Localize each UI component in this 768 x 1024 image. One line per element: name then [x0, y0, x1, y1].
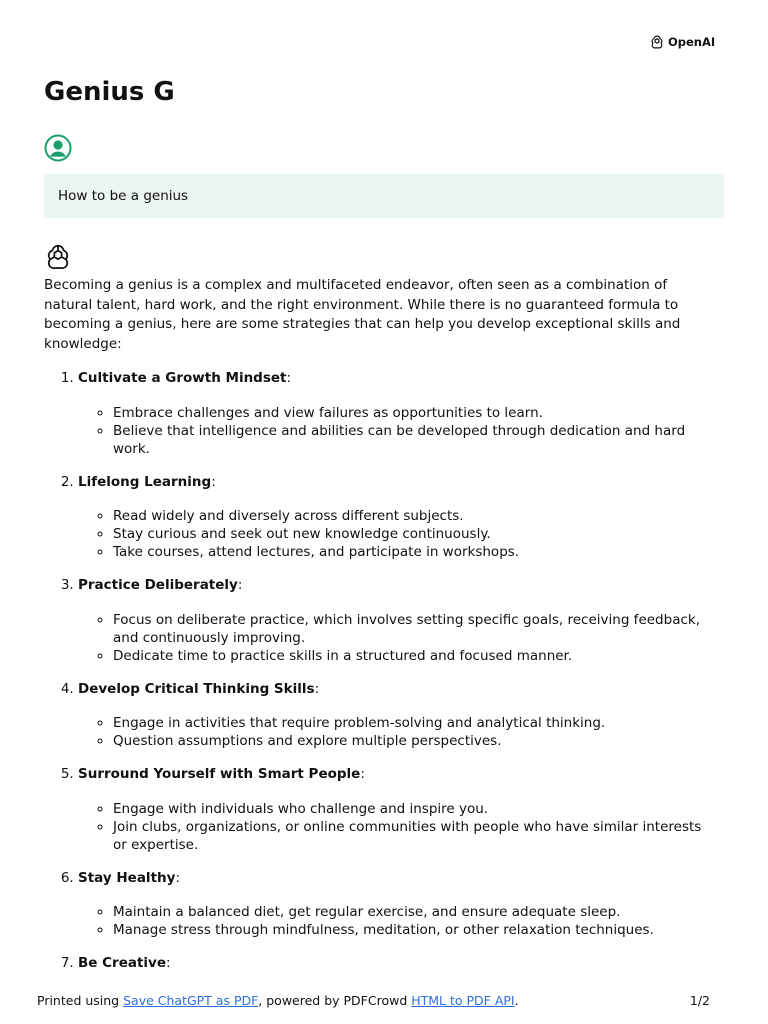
- strategy-points: [78, 507, 712, 561]
- strategy-points: [78, 800, 712, 854]
- strategy-heading: Practice Deliberately: [78, 577, 238, 593]
- strategy-list: [44, 369, 712, 974]
- strategy-item: 7. Be Creative:: [78, 954, 712, 974]
- answer-intro: Becoming a genius is a complex and multifaceted endeavor, often seen as a combination of natural talent, hard work, and the right environment. While there is no guaranteed formula to becoming a genius, here are some strategies that can help you develop exceptional skills and knowledge:: [44, 277, 681, 352]
- list-item: ◦ Join clubs, organizations, or online communities with people who have similar interests or expertise.: [113, 818, 712, 854]
- strategy-item: 1. Cultivate a Growth Mindset: ◦ Embrace challenges and view failures as opportunities to learn. ◦ Believe that intelligence and abilities can be developed through dedication and hard work.: [78, 369, 712, 458]
- strategy-points: [78, 903, 712, 939]
- html-to-pdf-api-link[interactable]: HTML to PDF API: [411, 993, 515, 1008]
- list-item: ◦ Embrace challenges and view failures as opportunities to learn.: [113, 404, 712, 422]
- list-item: ◦ Engage with individuals who challenge and inspire you.: [113, 800, 712, 818]
- strategy-heading: Be Creative: [78, 955, 167, 971]
- strategy-item: 2. Lifelong Learning: ◦ Read widely and diversely across different subjects. ◦ Stay curious and seek out new knowledge continuously. ◦ Take courses, attend lectures, and participate in workshops.: [78, 473, 712, 562]
- user-avatar-icon: [44, 134, 72, 162]
- page-number: 1/2: [689, 993, 710, 1008]
- strategy-item: 3. Practice Deliberately: ◦ Focus on deliberate practice, which involves setting specific goals, receiving feedback, and continuously improving. ◦ Dedicate time to practice skills in a structured and focused manner.: [78, 576, 712, 665]
- list-item: ◦ Focus on deliberate practice, which involves setting specific goals, receiving feedback, and continuously improving.: [113, 611, 712, 647]
- list-item: ◦ Question assumptions and explore multiple perspectives.: [113, 732, 712, 750]
- print-footer: Printed using Save ChatGPT as PDF, powered by PDFCrowd HTML to PDF API. 1/2: [37, 993, 710, 1008]
- page-title: Genius G: [44, 77, 175, 107]
- list-item: ◦ Maintain a balanced diet, get regular exercise, and ensure adequate sleep.: [113, 903, 712, 921]
- save-chatgpt-as-pdf-link[interactable]: Save ChatGPT as PDF: [123, 993, 259, 1008]
- strategy-points: [78, 404, 712, 458]
- list-item: ◦ Believe that intelligence and abilities can be developed through dedication and hard work.: [113, 422, 712, 458]
- list-item: ◦ Manage stress through mindfulness, meditation, or other relaxation techniques.: [113, 921, 712, 939]
- strategy-item: 5. Surround Yourself with Smart People: ◦ Engage with individuals who challenge and inspire you. ◦ Join clubs, organizations, or online communities with people who have similar interests or expertise.: [78, 765, 712, 854]
- strategy-heading: Stay Healthy: [78, 869, 176, 886]
- strategy-points: [78, 714, 712, 750]
- list-item: ◦ Take courses, attend lectures, and participate in workshops.: [113, 543, 712, 561]
- strategy-heading: Lifelong Learning: [78, 473, 212, 490]
- openai-logo-icon: [649, 34, 665, 50]
- list-item: ◦ Stay curious and seek out new knowledge continuously.: [113, 525, 712, 543]
- list-item: ◦ Dedicate time to practice skills in a structured and focused manner.: [113, 647, 712, 665]
- user-prompt: [44, 174, 724, 218]
- strategy-points: [78, 611, 712, 665]
- openai-brand: [649, 34, 715, 50]
- user-prompt-text: How to be a genius: [58, 188, 189, 204]
- strategy-heading: Surround Yourself with Smart People: [78, 766, 361, 782]
- assistant-answer: [44, 276, 712, 974]
- list-item: ◦ Read widely and diversely across different subjects.: [113, 507, 712, 525]
- brand-label: OpenAI: [668, 35, 716, 49]
- strategy-item: 4. Develop Critical Thinking Skills: ◦ Engage in activities that require problem-solving and analytical thinking. ◦ Question assumptions and explore multiple perspectives.: [78, 680, 712, 751]
- strategy-item: 6. Stay Healthy: ◦ Maintain a balanced diet, get regular exercise, and ensure adequate sleep. ◦ Manage stress through mindfulness, meditation, or other relaxation techniques.: [78, 869, 712, 940]
- assistant-avatar-icon: [44, 243, 72, 271]
- strategy-heading: Develop Critical Thinking Skills: [78, 680, 315, 697]
- strategy-heading: Cultivate a Growth Mindset: [78, 370, 287, 386]
- list-item: ◦ Engage in activities that require problem-solving and analytical thinking.: [113, 714, 712, 732]
